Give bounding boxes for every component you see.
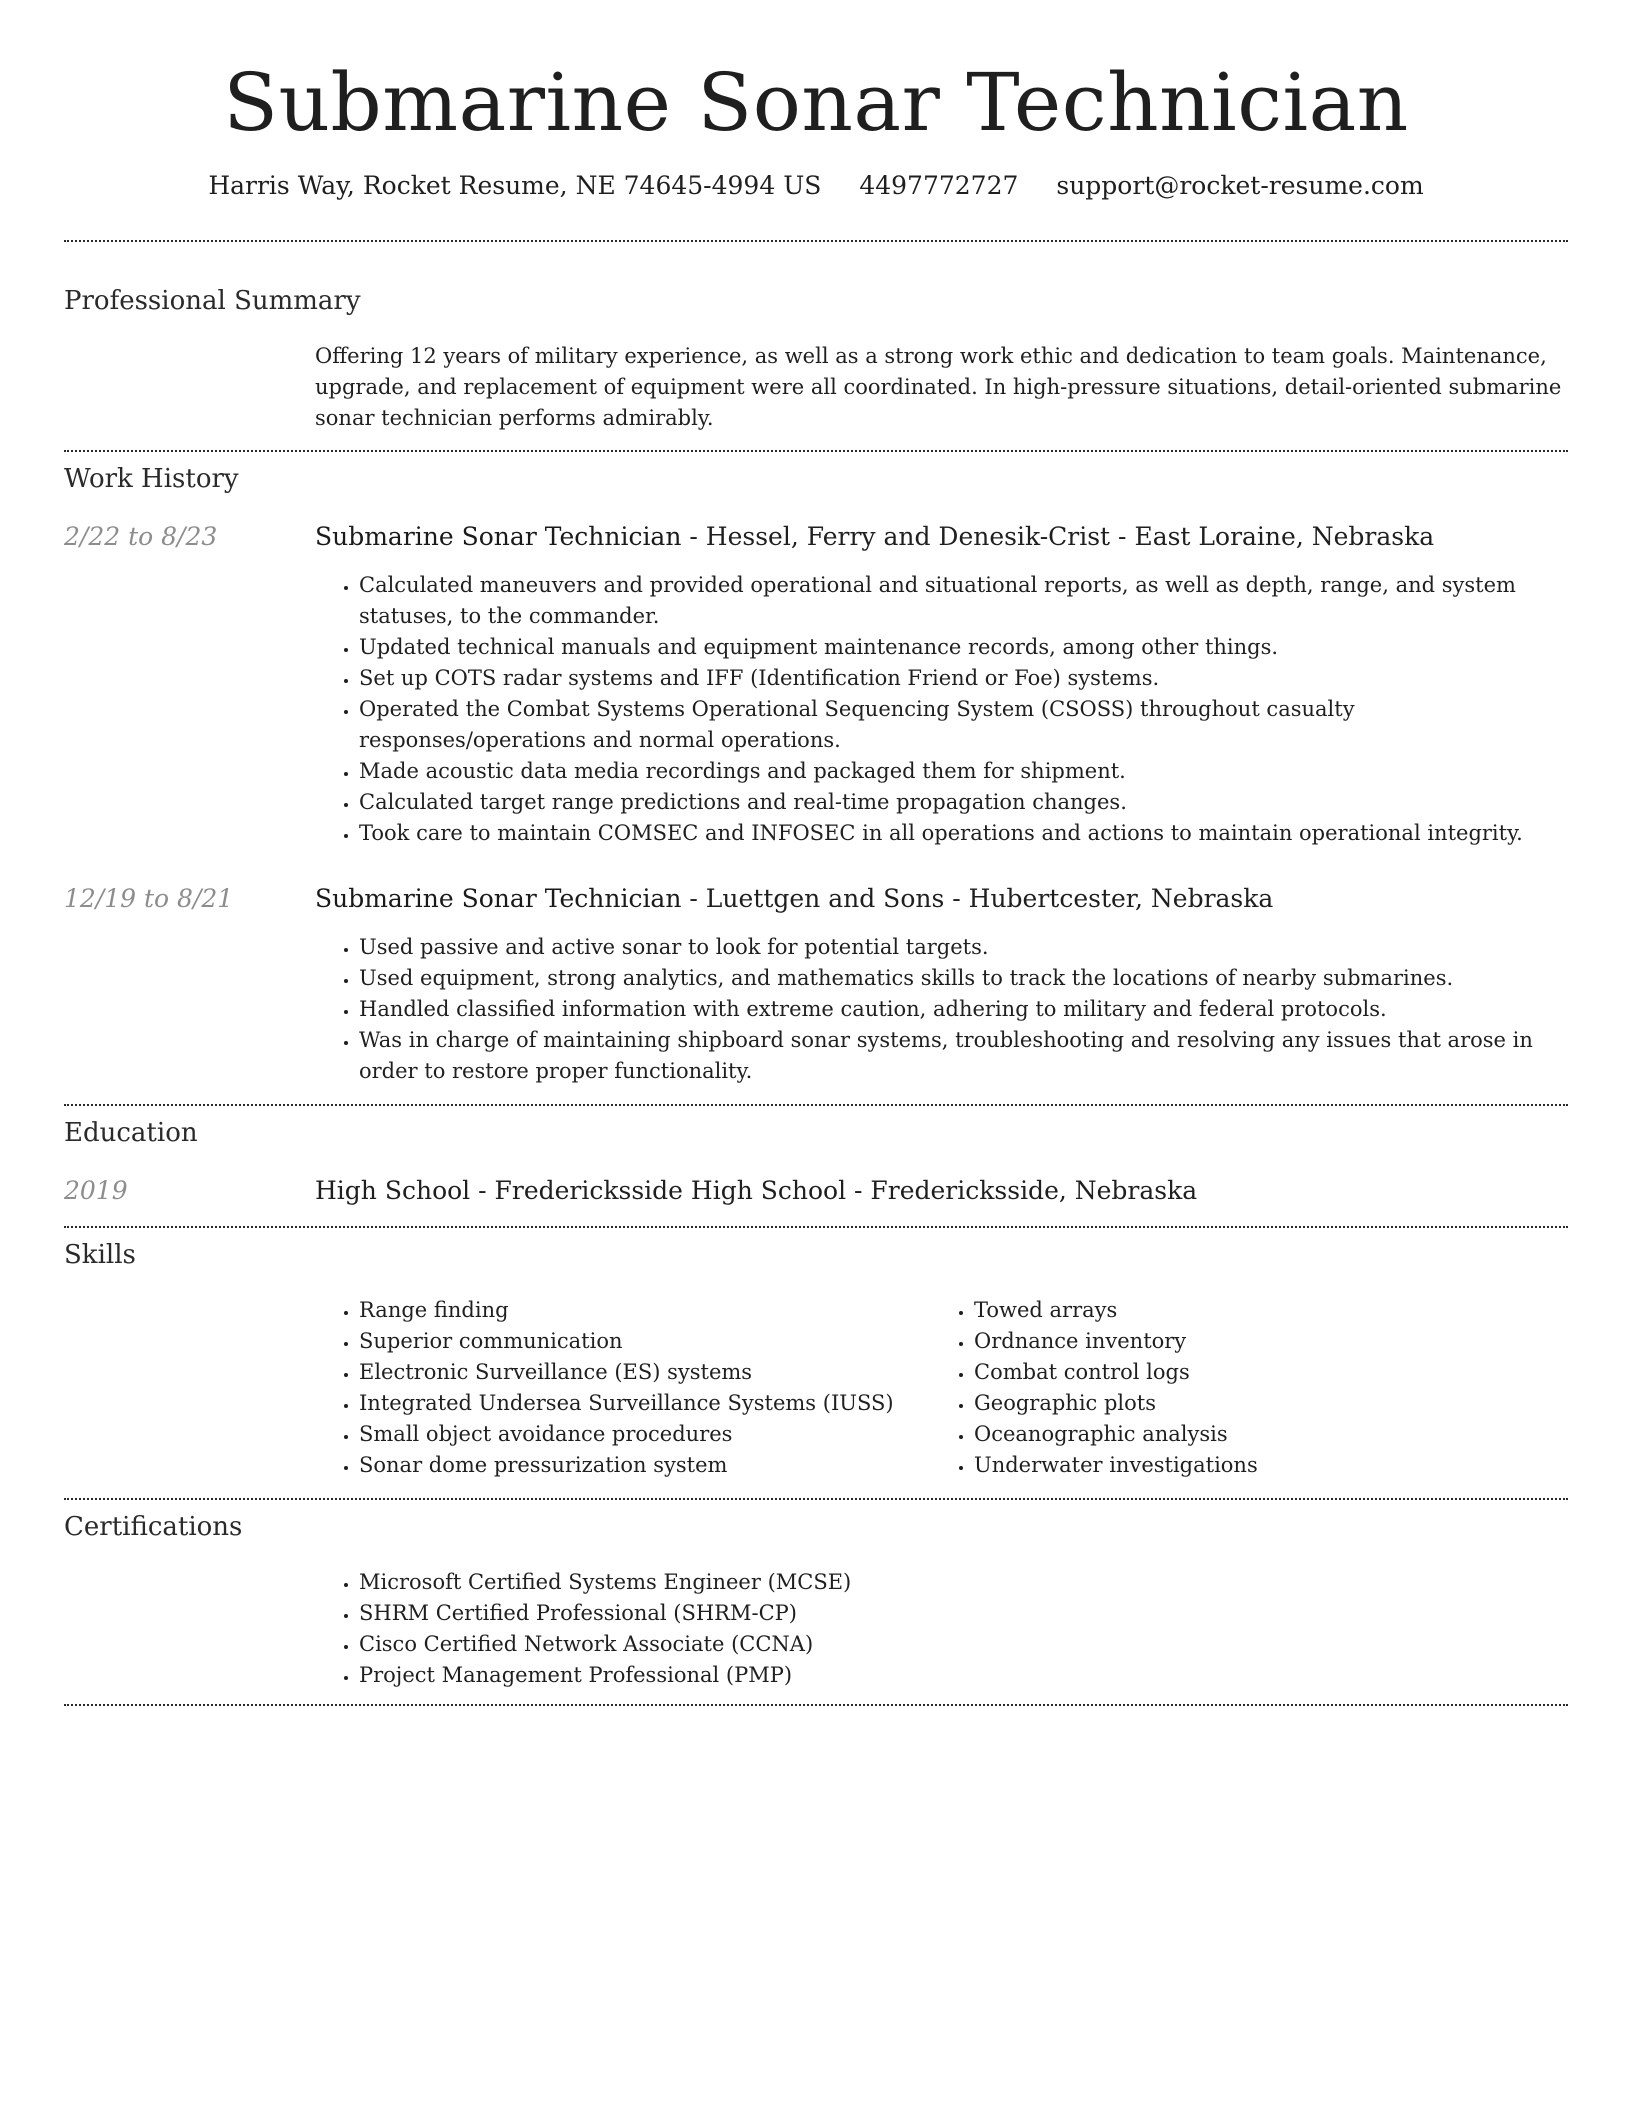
list-item: • Handled classified information with extreme caution, adhering to military and federal protocols.: [359, 994, 1575, 1025]
list-item: • Used equipment, strong analytics, and mathematics skills to track the locations of nearby submarines.: [359, 963, 1575, 994]
list-item: • Cisco Certified Network Associate (CCNA): [359, 1629, 1575, 1660]
list-item: • Range finding: [359, 1295, 929, 1326]
list-item: • Underwater investigations: [974, 1450, 1534, 1481]
job-dates: 12/19 to 8/21: [64, 884, 234, 913]
list-item: • Set up COTS radar systems and IFF (Identification Friend or Foe) systems.: [359, 663, 1575, 694]
list-item: • Geographic plots: [974, 1388, 1534, 1419]
job-dates: 2/22 to 8/23: [64, 522, 218, 551]
divider: [64, 1104, 1568, 1106]
education-date: 2019: [64, 1176, 128, 1205]
contact-address: Harris Way, Rocket Resume, NE 74645-4994 US: [208, 171, 822, 200]
list-item: • Calculated target range predictions and real-time propagation changes.: [359, 787, 1575, 818]
section-title-summary: Professional Summary: [64, 286, 361, 316]
list-item: • Sonar dome pressurization system: [359, 1450, 929, 1481]
list-item: • Calculated maneuvers and provided operational and situational reports, as well as depth, range, and system statuses, to the commander.: [359, 570, 1575, 632]
job-bullets: [315, 570, 1575, 849]
job-bullets: [315, 932, 1575, 1087]
divider: [64, 1704, 1568, 1706]
job-details: - Luettgen and Sons - Hubertcester, Nebraska: [681, 884, 1274, 913]
job-details: - Hessel, Ferry and Denesik-Crist - East Loraine, Nebraska: [681, 522, 1435, 551]
section-title-work-history: Work History: [64, 464, 239, 494]
divider: [64, 1498, 1568, 1500]
contact-phone: 4497772727: [859, 171, 1019, 200]
contact-email: support@rocket-resume.com: [1056, 171, 1424, 200]
list-item: • Small object avoidance procedures: [359, 1419, 929, 1450]
list-item: • Oceanographic analysis: [974, 1419, 1534, 1450]
list-item: • Took care to maintain COMSEC and INFOSEC in all operations and actions to maintain operational integrity.: [359, 818, 1575, 849]
candidate-name: Submarine Sonar Technician: [223, 56, 1409, 149]
list-item: • Ordnance inventory: [974, 1326, 1534, 1357]
section-title-skills: Skills: [64, 1240, 136, 1270]
list-item: • Made acoustic data media recordings and packaged them for shipment.: [359, 756, 1575, 787]
contact-line: [0, 168, 1632, 204]
list-item: • Operated the Combat Systems Operational Sequencing System (CSOSS) throughout casualty responses/operations and normal operations.: [359, 694, 1575, 756]
divider: [64, 450, 1568, 452]
list-item: • Superior communication: [359, 1326, 929, 1357]
list-item: • Microsoft Certified Systems Engineer (MCSE): [359, 1567, 1575, 1598]
list-item: • Towed arrays: [974, 1295, 1534, 1326]
list-item: • Updated technical manuals and equipment maintenance records, among other things.: [359, 632, 1575, 663]
list-item: • Electronic Surveillance (ES) systems: [359, 1357, 929, 1388]
section-title-certifications: Certifications: [64, 1512, 243, 1542]
certifications-list: [315, 1567, 1575, 1691]
job-heading: [315, 519, 1575, 555]
divider: [64, 240, 1568, 242]
job-position: Submarine Sonar Technician: [315, 884, 682, 913]
divider: [64, 1226, 1568, 1228]
section-title-education: Education: [64, 1118, 198, 1148]
list-item: • Integrated Undersea Surveillance Systems (IUSS): [359, 1388, 929, 1419]
list-item: • SHRM Certified Professional (SHRM-CP): [359, 1598, 1575, 1629]
list-item: • Combat control logs: [974, 1357, 1534, 1388]
skills-list-right: [930, 1295, 1534, 1481]
education-entry: High School - Fredericksside High School - Fredericksside, Nebraska: [315, 1176, 1198, 1205]
skills-list-left: [315, 1295, 929, 1481]
job-position: Submarine Sonar Technician: [315, 522, 682, 551]
list-item: • Used passive and active sonar to look for potential targets.: [359, 932, 1575, 963]
summary-text: Offering 12 years of military experience, as well as a strong work ethic and dedication to team goals. Maintenance, upgrade, and replacement of equipment were all coordinated. In high-pressure situations, detail-oriented submarine sonar technician performs admirably.: [315, 344, 1562, 430]
job-heading: [315, 881, 1575, 917]
list-item: • Project Management Professional (PMP): [359, 1660, 1575, 1691]
list-item: • Was in charge of maintaining shipboard sonar systems, troubleshooting and resolving any issues that arose in order to restore proper functionality.: [359, 1025, 1575, 1087]
